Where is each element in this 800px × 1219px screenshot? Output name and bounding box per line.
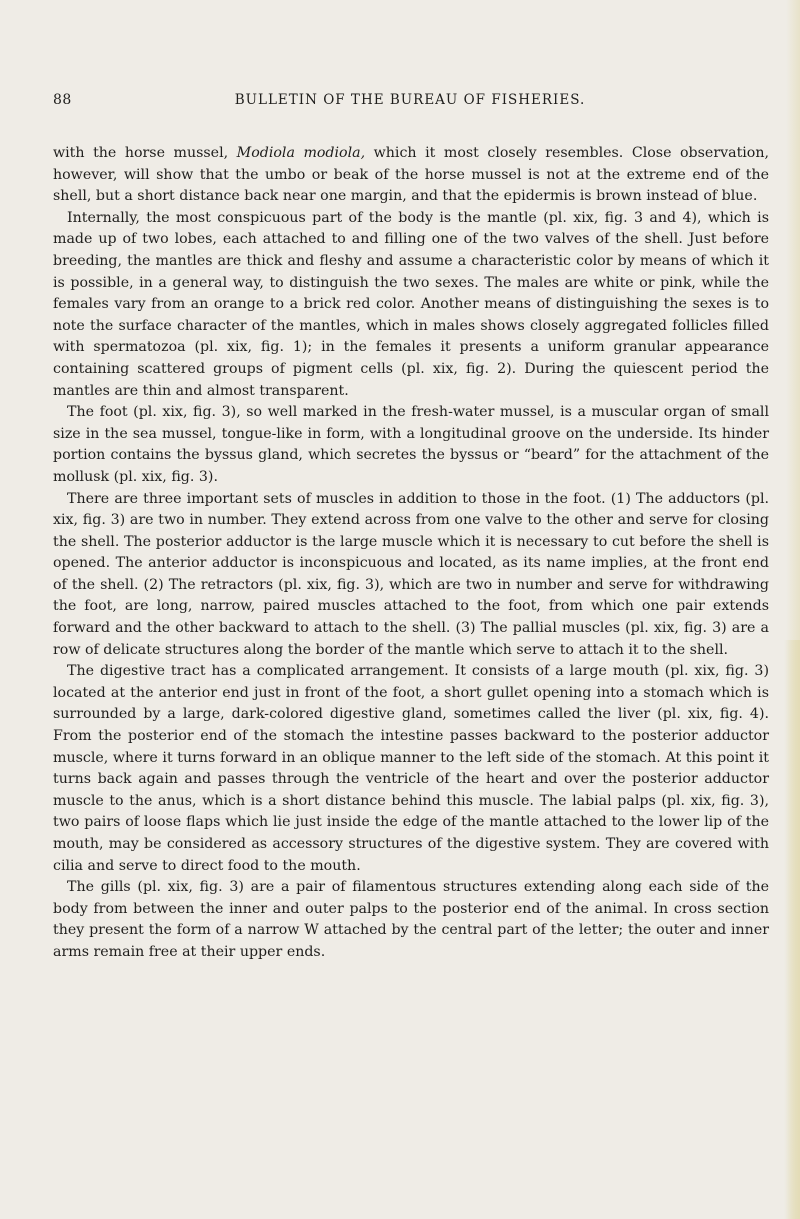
paragraph-text: There are three important sets of muscles in addition to those in the foot. (1) The adductors (pl. xix, fig. 3) are two in number. They extend across from one valve to the other and serve for closing the shell. The posterior adductor is the large muscle which it is necessary to cut before the shell is opened. The anterior adductor is inconspicuous and located, as its name implies, at the front end of the shell. (2) The retractors (pl. xix, fig. 3), which are two in number and serve for withdrawing the foot, are long, narrow, paired muscles attached to the foot, from which one pair extends forward and the other backward to attach to the shell. (3) The pallial muscles (pl. xix, fig. 3) are a row of delicate structures along the border of the mantle which serve to attach it to the shell.	[53, 490, 769, 658]
paragraph-text: The gills (pl. xix, fig. 3) are a pair of filamentous structures extending along each side of the body from between the inner and outer palps to the posterior end of the animal. In cross section they present the form of a narrow W attached by the central part of the letter; the outer and inner arms remain free at their upper ends.	[53, 879, 769, 960]
body-text	[53, 143, 769, 964]
paragraph-digestive-tract	[53, 661, 769, 877]
paragraph-text: The digestive tract has a complicated arrangement. It consists of a large mouth (pl. xix, fig. 3) located at the anterior end just in front of the foot, a short gullet opening into a stomach which is surrounded by a large, dark-colored digestive gland, sometimes called the liver (pl. xix, fig. 4). From the posterior end of the stomach the intestine passes backward to the posterior adductor muscle, where it turns forward in an oblique manner to the left side of the stomach. At this point it turns back again and passes through the ventricle of the heart and over the posterior adductor muscle to the anus, which is a short distance behind this muscle. The labial palps (pl. xix, fig. 3), two pairs of loose flaps which lie just inside the edge of the mantle attached to the lower lip of the mouth, may be considered as accessory structures of the digestive system. They are covered with cilia and serve to direct food to the mouth.	[53, 663, 769, 874]
paragraph-muscles	[53, 489, 769, 662]
page-edge-shading-lower	[784, 640, 800, 1219]
paragraph-text: Internally, the most conspicuous part of the body is the mantle (pl. xix, fig. 3 and 4), which is made up of two lobes, each attached to and filling one of the two valves of the shell. Just before breeding, the mantles are thick and fleshy and assume a characteristic color by means of which it is possible, in a general way, to distinguish the two sexes. The males are white or pink, while the females vary from an orange to a brick red color. Another means of distinguishing the sexes is to note the surface character of the mantles, which in males shows closely aggregated follicles filled with spermatozoa (pl. xix, fig. 1); in the females it presents a uniform granular appearance containing scattered groups of pigment cells (pl. xix, fig. 2). During the quiescent period the mantles are thin and almost transparent.	[53, 209, 769, 399]
paragraph-foot	[53, 402, 769, 488]
species-name-italic: Modiola modiola,	[236, 145, 366, 161]
page-number: 88	[53, 92, 72, 108]
paragraph-text: The foot (pl. xix, fig. 3), so well marked in the fresh-water mussel, is a muscular organ of small size in the sea mussel, tongue-like in form, with a longitudinal groove on the underside. Its hinder portion contains the byssus gland, which secretes the byssus or “beard” for the attachment of the mollusk (pl. xix, fig. 3).	[53, 404, 769, 485]
page-header	[53, 92, 767, 114]
paragraph-text: with the horse mussel,	[53, 145, 237, 161]
paragraph-mantle	[53, 208, 769, 402]
paragraph-horse-mussel-comparison	[53, 143, 769, 208]
paragraph-gills	[53, 877, 769, 963]
running-head: BULLETIN OF THE BUREAU OF FISHERIES.	[234, 92, 586, 108]
paragraph-text: which it most closely resembles. Close observation, however, will show that the umbo or beak of the horse mussel is not at the extreme end of the shell, but a short distance back near one margin, and that the epidermis is brown instead of blue.	[53, 145, 769, 205]
